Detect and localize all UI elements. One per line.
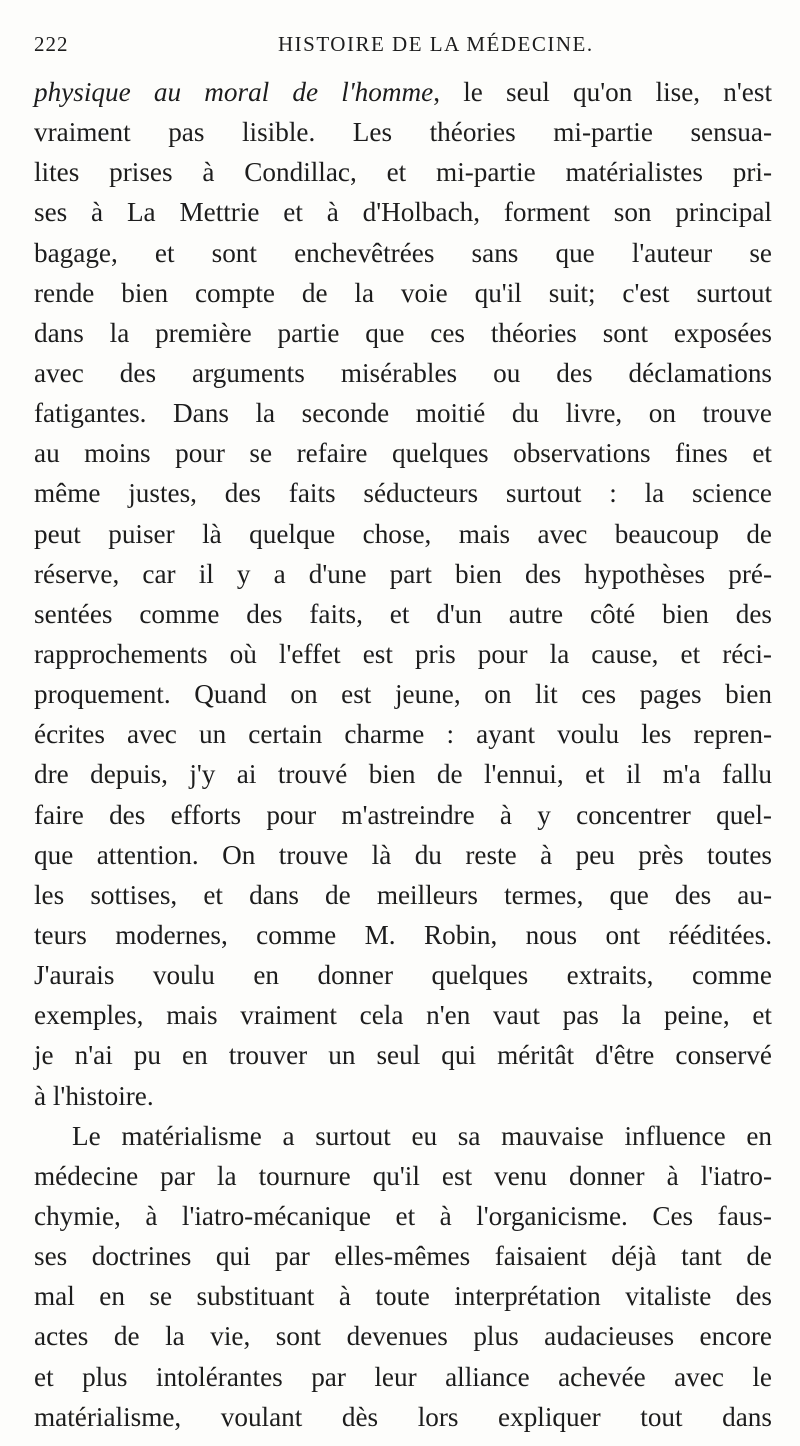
text-line-2: vraiment pas lisible. Les théories mi-partie sensua- [34, 117, 772, 148]
text-line-19: faire des efforts pour m'astreindre à y concentrer quel- [34, 799, 772, 830]
text-line-3: lites prises à Condillac, et mi-partie matérialistes pri- [34, 157, 772, 188]
text-line-30: ses doctrines qui par elles-mêmes faisaient déjà tant de [34, 1241, 772, 1272]
running-title: HISTOIRE DE LA MÉDECINE. [278, 32, 594, 56]
text-line-26: à l'histoire. [34, 1080, 154, 1111]
text-line-25: je n'ai pu en trouver un seul qui méritât d'être conservé [34, 1040, 772, 1071]
text-line-6: rende bien compte de la voie qu'il suit; c'est surtout [34, 277, 772, 308]
text-line-18: dre depuis, j'y ai trouvé bien de l'ennui, et il m'a fallu [34, 759, 772, 790]
text-line-32: actes de la vie, sont devenues plus audacieuses encore [34, 1321, 772, 1352]
text-line-23: J'aurais voulu en donner quelques extraits, comme [34, 960, 772, 991]
text-line-8: avec des arguments misérables ou des déclamations [34, 357, 772, 388]
text-line-28: médecine par la tournure qu'il est venu donner à l'iatro- [34, 1160, 772, 1191]
text-line-24: exemples, mais vraiment cela n'en vaut pas la peine, et [34, 1000, 772, 1031]
text-line-29: chymie, à l'iatro-mécanique et à l'organicisme. Ces faus- [34, 1200, 772, 1231]
text-line-9: fatigantes. Dans la seconde moitié du livre, on trouve [34, 398, 772, 429]
text-line-21: les sottises, et dans de meilleurs termes, que des au- [34, 879, 772, 910]
text-line-4: ses à La Mettrie et à d'Holbach, forment son principal [34, 197, 772, 228]
text-line-31: mal en se substituant à toute interprétation vitaliste des [34, 1281, 772, 1312]
page-number: 222 [34, 32, 69, 56]
text-line-1 [34, 72, 772, 112]
text-line-27: Le matérialisme a surtout eu sa mauvaise influence en [72, 1120, 772, 1151]
running-header [34, 32, 766, 62]
text-line-33: et plus intolérantes par leur alliance achevée avec le [34, 1361, 772, 1392]
text-line-22: teurs modernes, comme M. Robin, nous ont rééditées. [34, 919, 772, 950]
text-line-14: sentées comme des faits, et d'un autre côté bien des [34, 598, 772, 629]
text-line-10: au moins pour se refaire quelques observations fines et [34, 438, 772, 469]
text-line-20: que attention. On trouve là du reste à peu près toutes [34, 839, 772, 870]
text-line-16: proquement. Quand on est jeune, on lit ces pages bien [34, 679, 772, 710]
text-line-34: matérialisme, voulant dès lors expliquer tout dans [34, 1401, 772, 1432]
text-line-11: même justes, des faits séducteurs surtout : la science [34, 478, 772, 509]
text-line-5: bagage, et sont enchevêtrées sans que l'auteur se [34, 237, 772, 268]
text-line-12: peut puiser là quelque chose, mais avec beaucoup de [34, 518, 772, 549]
text-line-13: réserve, car il y a d'une part bien des hypothèses pré- [34, 558, 772, 589]
text-line-17: écrites avec un certain charme : ayant voulu les repren- [34, 719, 772, 750]
text-line-15: rapprochements où l'effet est pris pour la cause, et réci- [34, 638, 772, 669]
text-line-7: dans la première partie que ces théories sont exposées [34, 317, 772, 348]
book-title-italic: physique au moral de l'homme [34, 77, 434, 107]
text-line-1-rest: , le seul qu'on lise, n'est [433, 77, 773, 107]
body-text [34, 72, 772, 1437]
